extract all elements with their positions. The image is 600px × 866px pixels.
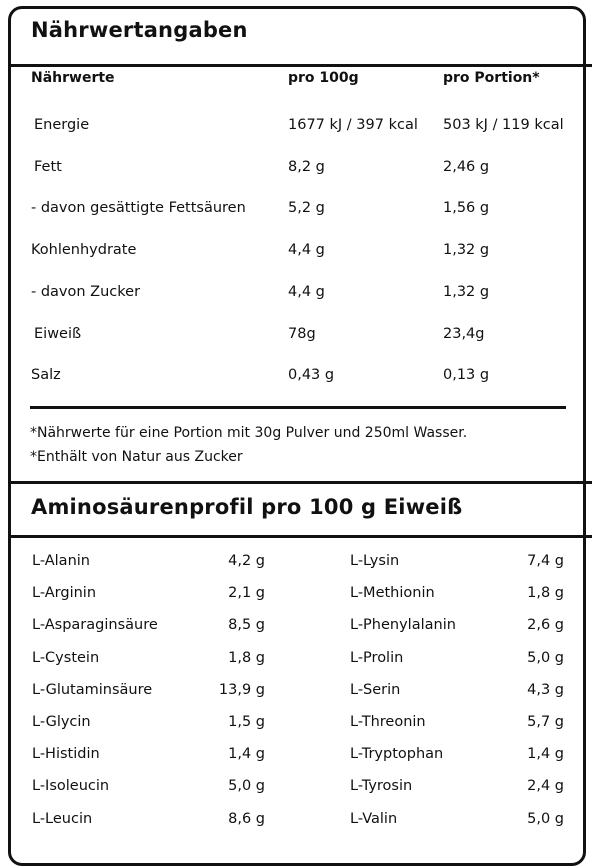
amino-name: L-Threonin: [350, 714, 426, 730]
amino-value: 5,0 g: [228, 778, 265, 795]
nutrition-cell: Fett: [34, 158, 62, 175]
divider: [8, 535, 592, 538]
nutrition-cell: 503 kJ / 119 kcal: [443, 117, 564, 133]
amino-value: 1,8 g: [527, 585, 564, 602]
nutrition-cell: Kohlenhydrate: [31, 242, 137, 259]
nutrition-cell: 1677 kJ / 397 kcal: [288, 117, 418, 133]
column-header: pro Portion*: [443, 70, 540, 86]
amino-name: L-Valin: [350, 810, 398, 827]
nutrition-cell: 2,46 g: [443, 158, 490, 175]
nutrition-cell: - davon gesättigte Fettsäuren: [31, 200, 246, 217]
nutrition-cell: 0,43 g: [288, 367, 335, 384]
nutrition-cell: Eiweiß: [34, 325, 82, 342]
amino-name: L-Histidin: [32, 746, 100, 763]
divider: [8, 64, 592, 67]
amino-name: L-Tryptophan: [350, 746, 444, 763]
nutrition-cell: 4,4 g: [288, 242, 325, 259]
amino-name: L-Glycin: [32, 714, 91, 730]
column-header: Nährwerte: [31, 70, 115, 86]
amino-value: 1,5 g: [228, 714, 265, 730]
amino-value: 1,4 g: [527, 746, 564, 763]
nutrition-title: Nährwertangaben: [31, 18, 248, 42]
amino-name: L-Arginin: [32, 585, 97, 602]
nutrition-cell: 1,32 g: [443, 242, 490, 259]
amino-value: 4,3 g: [527, 681, 564, 698]
amino-name: L-Glutaminsäure: [32, 681, 153, 698]
nutrition-cell: 1,56 g: [443, 200, 490, 217]
footnote: *Enthält von Natur aus Zucker: [30, 449, 243, 465]
nutrition-cell: 78g: [288, 325, 316, 342]
amino-value: 1,8 g: [228, 649, 265, 666]
amino-value: 5,7 g: [527, 714, 564, 730]
amino-name: L-Serin: [350, 681, 401, 698]
nutrition-cell: 0,13 g: [443, 367, 490, 384]
amino-value: 1,4 g: [228, 746, 265, 763]
nutrition-cell: 4,4 g: [288, 283, 325, 300]
amino-name: L-Prolin: [350, 649, 404, 666]
nutrition-cell: 23,4g: [443, 325, 485, 342]
amino-name: L-Tyrosin: [350, 778, 413, 795]
nutrition-cell: 1,32 g: [443, 283, 490, 300]
nutrition-cell: 8,2 g: [288, 158, 325, 175]
amino-value: 2,6 g: [527, 617, 564, 634]
amino-value: 5,0 g: [527, 649, 564, 666]
nutrition-cell: - davon Zucker: [31, 283, 141, 300]
amino-value: 8,6 g: [228, 810, 265, 827]
nutrition-cell: 5,2 g: [288, 200, 325, 217]
table-rule: [30, 406, 566, 409]
amino-name: L-Phenylalanin: [350, 617, 456, 634]
amino-title: Aminosäurenprofil pro 100 g Eiweiß: [31, 495, 463, 519]
amino-value: 2,4 g: [527, 778, 564, 795]
amino-name: L-Lysin: [350, 553, 400, 569]
amino-value: 13,9 g: [218, 681, 265, 698]
column-header: pro 100g: [288, 70, 359, 86]
amino-name: L-Isoleucin: [32, 778, 110, 795]
amino-name: L-Methionin: [350, 585, 435, 602]
amino-name: L-Leucin: [32, 810, 93, 827]
amino-value: 7,4 g: [527, 553, 564, 569]
nutrition-cell: Energie: [34, 117, 90, 133]
nutrition-cell: Salz: [31, 367, 61, 384]
amino-value: 8,5 g: [228, 617, 265, 634]
amino-name: L-Asparaginsäure: [32, 617, 158, 634]
footnote: *Nährwerte für eine Portion mit 30g Pulver und 250ml Wasser.: [30, 425, 468, 441]
amino-value: 2,1 g: [228, 585, 265, 602]
amino-value: 5,0 g: [527, 810, 564, 827]
divider: [8, 481, 592, 484]
amino-name: L-Alanin: [32, 553, 90, 569]
amino-name: L-Cystein: [32, 649, 100, 666]
amino-value: 4,2 g: [228, 553, 265, 569]
